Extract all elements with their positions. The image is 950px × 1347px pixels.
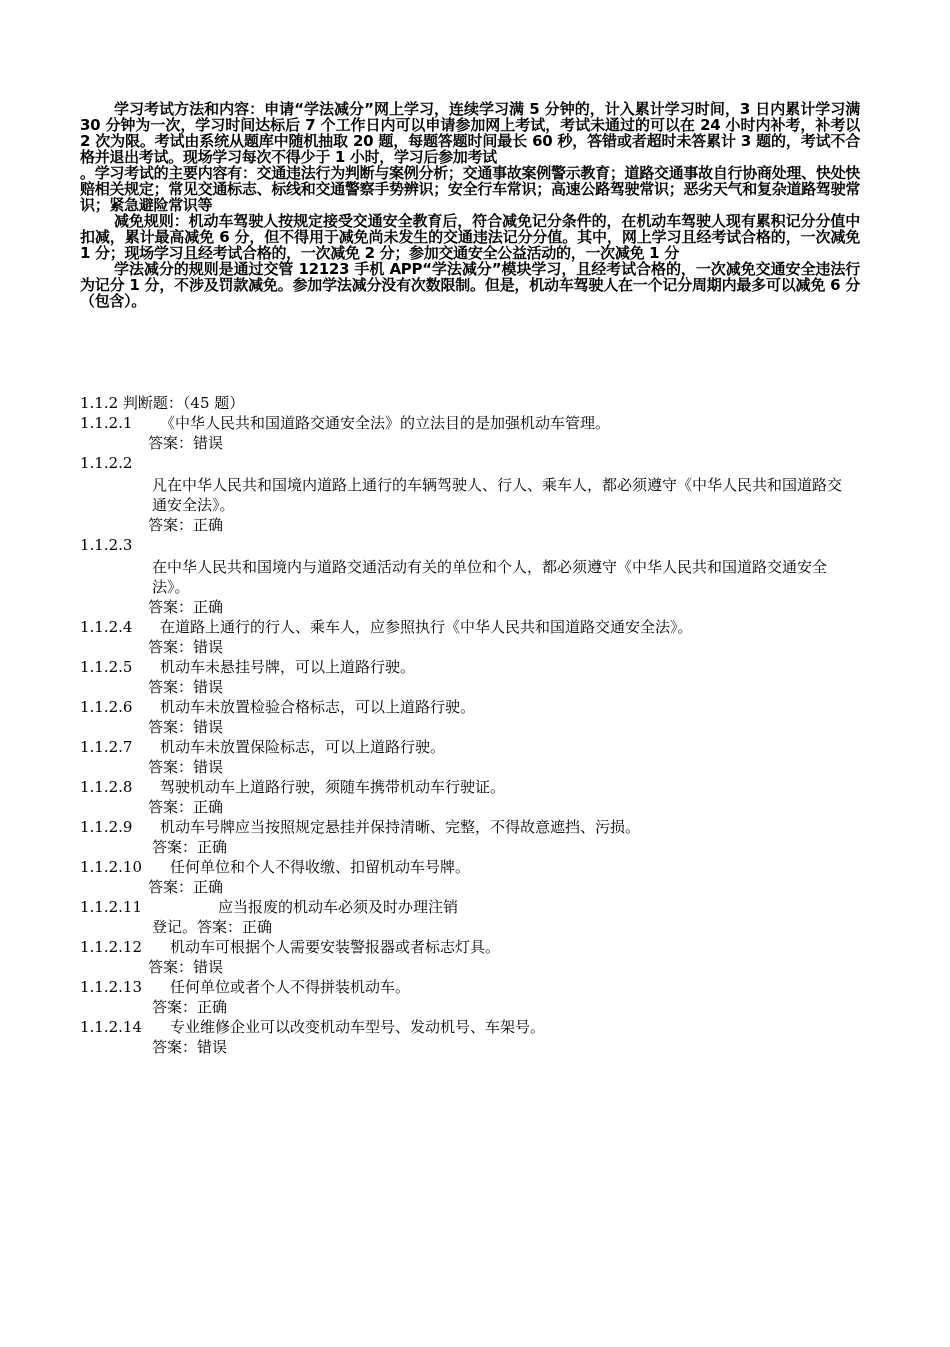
intro-paragraph-app-rules: 学法减分的规则是通过交管 12123 手机 APP“学法减分”模块学习，且经考试合格的，一次减免交通安全违法行为记分 1 分，不涉及罚款减免。参加学法减分没有次数限制。但是，机动车驾驶人在一个记分周期内最多可以减免 6 分（包含）。: [80, 260, 860, 310]
question-number: 1.1.2.6: [80, 698, 133, 716]
question-number: 1.1.2.11: [80, 898, 143, 916]
answer-text: 答案：正确: [152, 838, 228, 856]
question-text-continued: 登记。答案：正确: [152, 918, 273, 936]
answer-text: 答案：错误: [148, 678, 224, 696]
question-number: 1.1.2.5: [80, 658, 133, 676]
question-row: [80, 1017, 870, 1037]
question-row: [80, 857, 870, 877]
question-row: [80, 617, 870, 637]
question-row: [80, 977, 870, 997]
question-number: 1.1.2.8: [80, 778, 133, 796]
question-row: [80, 413, 870, 433]
answer-text: 答案：错误: [152, 1038, 228, 1056]
question-number: 1.1.2.10: [80, 858, 143, 876]
answer-text: 答案：错误: [148, 638, 224, 656]
question-number: 1.1.2.2: [80, 454, 133, 472]
question-text: 在道路上通行的行人、乘车人，应参照执行《中华人民共和国道路交通安全法》。: [160, 618, 693, 636]
question-text: 机动车未放置检验合格标志，可以上道路行驶。: [160, 698, 476, 716]
question-row: [80, 737, 870, 757]
question-text: 应当报废的机动车必须及时办理注销: [218, 898, 459, 916]
question-row: [80, 897, 870, 917]
answer-text: 答案：正确: [152, 998, 228, 1016]
question-number: 1.1.2.13: [80, 978, 143, 996]
question-text: 机动车可根据个人需要安装警报器或者标志灯具。: [170, 938, 501, 956]
answer-text: 答案：正确: [148, 516, 224, 534]
question-text: 机动车未悬挂号牌，可以上道路行驶。: [160, 658, 416, 676]
answer-text: 答案：错误: [148, 958, 224, 976]
question-text: 凡在中华人民共和国境内道路上通行的车辆驾驶人、行人、乘车人，都必须遵守《中华人民共和国道路交通安全法》。: [152, 476, 843, 514]
answer-text: 答案：错误: [148, 434, 224, 452]
question-number: 1.1.2.14: [80, 1018, 143, 1036]
question-row: [80, 777, 870, 797]
question-row: [80, 937, 870, 957]
question-row: [80, 657, 870, 677]
true-false-questions-section: [80, 393, 870, 1057]
intro-paragraph-reduction-rules: 减免规则：机动车驾驶人按规定接受交通安全教育后，符合减免记分条件的，在机动车驾驶人现有累积记分分值中扣减，累计最高减免 6 分，但不得用于减免尚未发生的交通违法记分分值。其中，网上学习且经考试合格的，一次减免 1 分；现场学习且经考试合格的，一次减免 2 分；参加交通安全公益活动的，一次减免 1 分: [80, 212, 860, 262]
question-row: [80, 697, 870, 717]
section-title: 1.1.2 判断题：（45 题）: [80, 394, 245, 412]
question-number: 1.1.2.1: [80, 414, 133, 432]
question-text: 在中华人民共和国境内与道路交通活动有关的单位和个人，都必须遵守《中华人民共和国道路交通安全法》。: [152, 558, 828, 596]
answer-text: 答案：错误: [148, 718, 224, 736]
intro-paragraph-study-method: 学习考试方法和内容：申请“学法减分”网上学习，连续学习满 5 分钟的，计入累计学习时间，3 日内累计学习满 30 分钟为一次，学习时间达标后 7 个工作日内可以申请参加网上考试，考试未通过的可以在 24 小时内补考，补考以 2 次为限。考试由系统从题库中随机抽取 20 题，每题答题时间最长 60 秒，答错或者超时未答累计 3 题的，考试不合格并退出考试。现场学习每次不得少于 1 小时，学习后参加考试: [80, 100, 860, 166]
question-number: 1.1.2.9: [80, 818, 133, 836]
question-number: 1.1.2.7: [80, 738, 133, 756]
answer-text: 答案：正确: [148, 598, 224, 616]
question-text: 任何单位和个人不得收缴、扣留机动车号牌。: [170, 858, 471, 876]
question-number: 1.1.2.3: [80, 536, 133, 554]
question-text: 机动车未放置保险标志，可以上道路行驶。: [160, 738, 446, 756]
question-text: 专业维修企业可以改变机动车型号、发动机号、车架号。: [170, 1018, 546, 1036]
answer-text: 答案：错误: [148, 758, 224, 776]
question-row: [80, 817, 870, 837]
answer-text: 答案：正确: [148, 878, 224, 896]
intro-paragraph-study-content: 。学习考试的主要内容有：交通违法行为判断与案例分析；交通事故案例警示教育；道路交通事故自行协商处理、快处快赔相关规定；常见交通标志、标线和交通警察手势辨识；安全行车常识；高速公路驾驶常识；恶劣天气和复杂道路驾驶常识；紧急避险常识等: [80, 164, 860, 214]
answer-text: 答案：正确: [148, 798, 224, 816]
question-text: 任何单位或者个人不得拼装机动车。: [170, 978, 411, 996]
question-text: 驾驶机动车上道路行驶，须随车携带机动车行驶证。: [160, 778, 506, 796]
intro-section: [80, 101, 860, 309]
question-text: 《中华人民共和国道路交通安全法》的立法目的是加强机动车管理。: [160, 414, 611, 432]
question-number: 1.1.2.12: [80, 938, 143, 956]
question-number: 1.1.2.4: [80, 618, 133, 636]
question-text: 机动车号牌应当按照规定悬挂并保持清晰、完整，不得故意遮挡、污损。: [160, 818, 641, 836]
